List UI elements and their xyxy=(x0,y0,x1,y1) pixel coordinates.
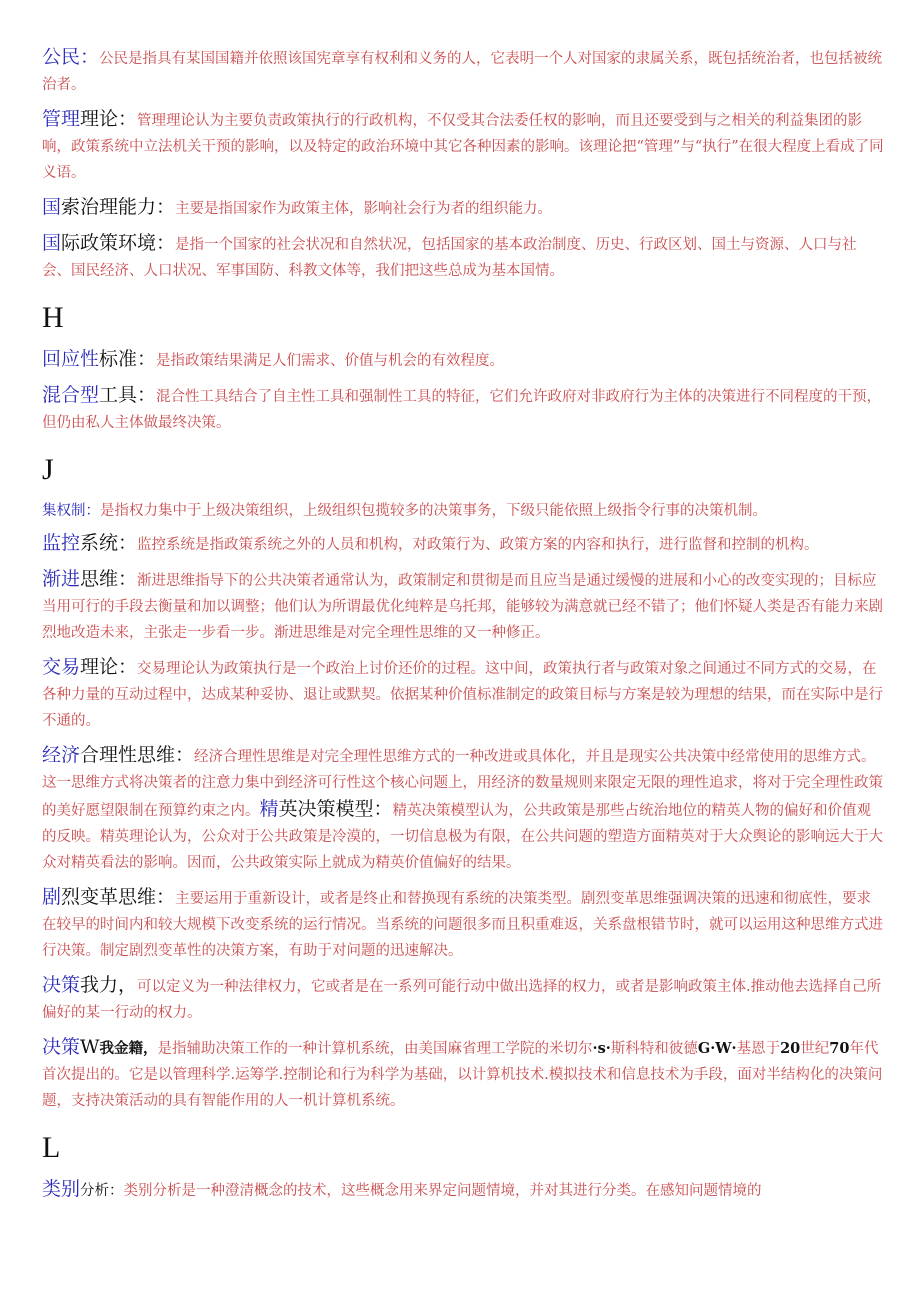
entry-julie xyxy=(42,884,884,964)
document-page xyxy=(42,44,884,1212)
term-part-2: 际政策环境： xyxy=(61,232,176,254)
definition: 主要是指国家作为政策主体，影响社会行为者的组织能力。 xyxy=(175,201,553,217)
entry-jiankong xyxy=(42,530,884,558)
term-part-1: 剧 xyxy=(42,886,62,908)
term-part-1: 回应性 xyxy=(42,348,100,370)
definition: 管理理论认为主要负责政策执行的行政机构，不仅受其合法委任权的影响，而且还要受到与之相关的利益集团的影响，政策系统中立法机关干预的影响，以及特定的政治环境中其它各种因素的影响。该理论把“管理”与“执行”在很大程度上看成了同义语。 xyxy=(42,113,884,181)
definition: 主要运用于重新设计，或者是终止和替换现有系统的决策类型。剧烈变革思维强调决策的迅速和彻底性，要求在较早的时间内和较大规模下改变系统的运行情况。当系统的问题很多而且积重难返，关系盘根错节时，就可以运用这种思维方式进行决策。制定剧烈变革性的决策方案，有助于对问题的迅速解决。 xyxy=(42,891,883,959)
term-part-2: 理论： xyxy=(80,656,138,678)
term-part-1: 类别 xyxy=(42,1178,81,1200)
term-part-1: 管理 xyxy=(42,108,81,130)
definition: 渐进思维指导下的公共决策者通常认为，政策制定和贯彻是而且应当是通过缓慢的进展和小心的改变实现的；目标应当用可行的手段去衡量和加以调整；他们认为所谓最优化纯粹是乌托邦，能够较为满意就已经不错了；他们怀疑人类是否有能力来剧烈地改造未来，主张走一步看一步。渐进思维是对完全理性思维的又一种修正。 xyxy=(42,573,883,641)
definition: 是指权力集中于上级决策组织，上级组织包揽较多的决策事务，下级只能依照上级指令行事的决策机制。 xyxy=(100,503,767,519)
entry-juecew xyxy=(42,1034,884,1114)
term-part-1: 国 xyxy=(42,196,62,218)
definition: 可以定义为一种法律权力，它或者是在一系列可能行动中做出选择的权力，或者是影响政策主体.推动他去选择自己所偏好的某一行动的权力。 xyxy=(42,979,882,1021)
number: 70 xyxy=(829,1040,850,1057)
entry-guojia xyxy=(42,194,884,222)
entry-jingji-jingying xyxy=(42,742,884,876)
term-part-3: 我金籍， xyxy=(99,1040,158,1057)
term-part-2: 思维： xyxy=(80,568,138,590)
entry-jueceli xyxy=(42,972,884,1026)
term-part-2: 分析： xyxy=(80,1183,124,1199)
number: 20 xyxy=(780,1040,801,1057)
definition: 是指一个国家的社会状况和自然状况，包括国家的基本政治制度、历史、行政区划、国土与资源、人口与社会、国民经济、人口状况、军事国防、科教文体等，我们把这些总成为基本国情。 xyxy=(42,237,857,279)
definition: 世纪 xyxy=(800,1041,830,1057)
definition: 是指政策结果满足人们需求、价值与机会的有效程度。 xyxy=(156,353,505,369)
term-part-1: 渐进 xyxy=(42,568,81,590)
term: 公民： xyxy=(42,46,100,68)
entry-jianjin xyxy=(42,566,884,646)
name-initial: ·s· xyxy=(592,1040,611,1057)
entry-hunhe xyxy=(42,382,884,436)
entry-leibie xyxy=(42,1176,884,1204)
term-part-2: 我力， xyxy=(80,974,138,996)
definition: 是指辅助决策工作的一种计算机系统，由美国麻省理工学院的米切尔 xyxy=(157,1041,593,1057)
term-part-1: 精 xyxy=(259,798,279,820)
term-part-2: 理论： xyxy=(80,108,138,130)
term-part-1: 决策 xyxy=(42,974,81,996)
term: 集权制： xyxy=(42,503,100,519)
definition: 混合性工具结合了自主性工具和强制性工具的特征，它们允许政府对非政府行为主体的决策进行不同程度的干预，但仍由私人主体做最终决策。 xyxy=(42,389,882,431)
term-part-2: 标准： xyxy=(99,348,157,370)
definition: 监控系统是指政策系统之外的人员和机构，对政策行为、政策方案的内容和执行，进行监督和控制的机构。 xyxy=(137,537,819,553)
term-part-2: 合理性思维： xyxy=(80,744,195,766)
term-part-1: 混合型 xyxy=(42,384,100,406)
definition: 交易理论认为政策执行是一个政治上讨价还价的过程。这中间，政策执行者与政策对象之间通过不同方式的交易，在各种力量的互动过程中，达成某种妥协、退让或默契。依据某种价值标准制定的政策目标与方案是较为理想的结果，而在实际中是行不通的。 xyxy=(42,661,883,729)
definition: 精英决策模型认为，公共政策是那些占统治地位的精英人物的偏好和价值观的反映。精英理论认为，公众对于公共政策是冷漠的，一切信息极为有限，在公共问题的塑造方面精英对于大众舆论的影响远大于大众对精英看法的影响。因而，公共政策实际上就成为精英价值偏好的结果。 xyxy=(42,803,883,871)
section-letter-l: L xyxy=(42,1131,61,1164)
term-part-2: W xyxy=(80,1036,100,1058)
section-letter-h: H xyxy=(42,301,64,334)
entry-jiquan xyxy=(42,498,884,524)
entry-gongmin xyxy=(42,44,884,98)
term-part-2: 系统： xyxy=(80,532,138,554)
definition: 斯科特和彼德 xyxy=(610,1041,698,1057)
term-part-1: 监控 xyxy=(42,532,81,554)
definition: 年代首次提出的。它是以管理科学.运筹学.控制论和行为科学为基础，以计算机技术.模拟技术和信息技术为手段，面对半结构化的决策问题，支持决策活动的具有智能作用的人一机计算机系统。 xyxy=(42,1041,883,1109)
term-part-1: 经济 xyxy=(42,744,81,766)
entry-guanli xyxy=(42,106,884,186)
term-part-1: 决策 xyxy=(42,1036,81,1058)
name-initial: G·W· xyxy=(697,1040,737,1057)
entry-guoji xyxy=(42,230,884,284)
entry-huiying xyxy=(42,346,884,374)
definition: 经济合理性思维是对完全理性思维方式的一种改进或具体化，并且是现实公共决策中经常使用的思维方式。这一思维方式将决策者的注意力集中到经济可行性这个核心问题上，用经济的数量规则来限定无限的理性追求，将对于完全理性政策的美好愿望限制在预算约束之内。 xyxy=(42,749,883,819)
term-part-1: 交易 xyxy=(42,656,81,678)
term-part-1: 国 xyxy=(42,232,62,254)
term-part-2: 英决策模型： xyxy=(278,798,393,820)
term-part-2: 索治理能力： xyxy=(61,196,176,218)
entry-jiaoyi xyxy=(42,654,884,734)
definition: 类别分析是一种澄清概念的技术，这些概念用来界定问题情境，并对其进行分类。在感知问题情境的 xyxy=(123,1183,762,1199)
term-part-2: 烈变革思维： xyxy=(61,886,176,908)
section-letter-j: J xyxy=(42,453,54,486)
term-part-2: 工具： xyxy=(99,384,157,406)
definition: 公民是指具有某国国籍并依照该国宪章享有权利和义务的人，它表明一个人对国家的隶属关系，既包括统治者，也包括被统治者。 xyxy=(42,51,883,93)
definition: 基恩于 xyxy=(736,1041,781,1057)
